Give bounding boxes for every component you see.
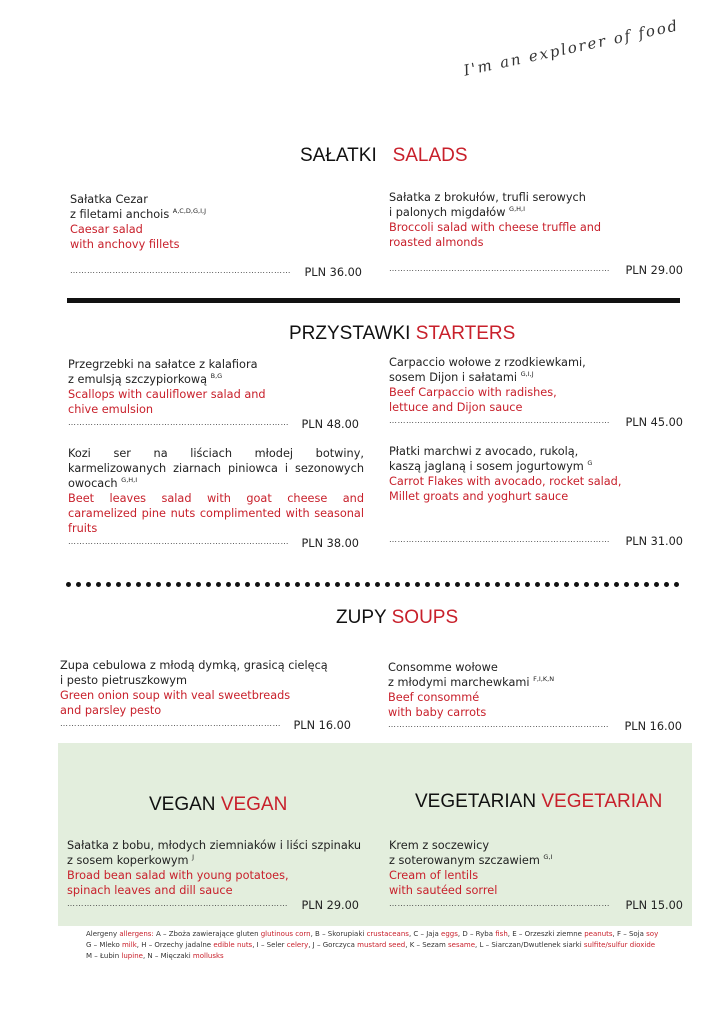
legend-text: , N – Mięczaki xyxy=(142,952,193,960)
divider-dot xyxy=(564,582,569,587)
divider-dot xyxy=(136,582,141,587)
price: PLN 36.00 xyxy=(304,266,362,279)
price: PLN 38.00 xyxy=(301,537,359,550)
item-name-en: Millet groats and yoghurt sauce xyxy=(389,490,569,503)
item-name-en: Beef Carpaccio with radishes, xyxy=(389,386,557,399)
dotted-divider xyxy=(66,578,680,590)
divider-dot xyxy=(66,582,71,587)
price: PLN 29.00 xyxy=(301,899,359,912)
item-name-pl: Płatki marchwi z avocado, rukolą, xyxy=(389,445,579,458)
divider-dot xyxy=(265,582,270,587)
heading-pl: ZUPY xyxy=(336,607,387,628)
divider-dot xyxy=(295,582,300,587)
divider-dot xyxy=(594,582,599,587)
legend-text: , E – Orzeszki ziemne xyxy=(507,930,585,938)
legend-text-en: mustard seed xyxy=(357,941,406,949)
allergen-codes: G,I xyxy=(543,853,553,862)
item-name-pl: Krem z soczewicy xyxy=(389,839,490,852)
legend-text: , K – Sezam xyxy=(405,941,448,949)
legend-text-en: milk xyxy=(121,941,137,949)
allergen-codes: G,I,J xyxy=(520,370,534,379)
legend-text: , I – Seler xyxy=(252,941,287,949)
allergen-codes: G,H,I xyxy=(121,476,138,485)
divider-dot xyxy=(186,582,191,587)
divider-dot xyxy=(495,582,500,587)
legend-text-en: celery xyxy=(286,941,309,949)
allergen-codes: G,H,I xyxy=(509,205,526,214)
divider-dot xyxy=(614,582,619,587)
dot-leader: …………………………………………………………………… xyxy=(67,899,288,908)
item-name-en: roasted almonds xyxy=(389,236,484,249)
price-row xyxy=(67,899,359,912)
divider-dot xyxy=(535,582,540,587)
heading-en: STARTERS xyxy=(415,323,516,344)
price: PLN 48.00 xyxy=(301,418,359,431)
divider-bar xyxy=(67,298,680,303)
item-name-en: chive emulsion xyxy=(68,403,154,416)
legend-text-en: lupine xyxy=(121,952,143,960)
section-heading-salads xyxy=(300,145,468,167)
price-row xyxy=(68,537,359,550)
legend-text: G – Mleko xyxy=(86,941,122,949)
divider-dot xyxy=(465,582,470,587)
menu-item-broad-bean xyxy=(67,838,367,898)
divider-dot xyxy=(335,582,340,587)
menu-item-scallops xyxy=(68,357,368,417)
menu-item-lentils xyxy=(389,838,689,898)
divider-dot xyxy=(554,582,559,587)
item-name-pl: kaszą jaglaną i sosem jogurtowym xyxy=(389,460,584,473)
item-name-en: Cream of lentils xyxy=(389,869,479,882)
item-name-en: with sautéed sorrel xyxy=(389,884,498,897)
menu-item-consomme xyxy=(388,660,688,720)
price: PLN 31.00 xyxy=(625,535,683,548)
divider-dot xyxy=(216,582,221,587)
divider-dot xyxy=(644,582,649,587)
allergen-codes: F,I,K,N xyxy=(533,675,555,684)
allergen-codes: G xyxy=(587,459,593,468)
heading-en: VEGETARIAN xyxy=(541,791,663,812)
legend-text-en: sesame xyxy=(448,941,476,949)
legend-text: , L – Siarczan/Dwutlenek siarki xyxy=(475,941,584,949)
divider-dot xyxy=(654,582,659,587)
divider-dot xyxy=(674,582,679,587)
dot-leader: …………………………………………………………………… xyxy=(389,535,610,544)
divider-dot xyxy=(664,582,669,587)
item-name-en: Scallops with cauliflower salad and xyxy=(68,388,266,401)
divider-dot xyxy=(574,582,579,587)
divider-dot xyxy=(345,582,350,587)
item-name-en: Green onion soup with veal sweetbreads xyxy=(60,689,291,702)
section-heading-vegetarian xyxy=(415,791,662,813)
legend-text-en: soy xyxy=(646,930,659,938)
price-row xyxy=(389,899,683,912)
legend-text: A – Zboża zawierające gluten xyxy=(153,930,261,938)
heading-en: SOUPS xyxy=(391,607,459,628)
price: PLN 45.00 xyxy=(625,416,683,429)
price-row xyxy=(389,416,683,429)
legend-text: , H – Orzechy jadalne xyxy=(136,941,214,949)
divider-dot xyxy=(455,582,460,587)
menu-item-caesar xyxy=(70,192,370,252)
dot-leader: …………………………………………………………………… xyxy=(68,418,289,427)
legend-text: , F – Soja xyxy=(612,930,647,938)
item-name-pl: z młodymi marchewkami xyxy=(388,676,530,689)
divider-dot xyxy=(505,582,510,587)
item-name-en: Caesar salad xyxy=(70,223,143,236)
divider-dot xyxy=(235,582,240,587)
price-row xyxy=(389,264,683,277)
dot-leader: …………………………………………………………………… xyxy=(60,719,281,728)
divider-dot xyxy=(166,582,171,587)
divider-dot xyxy=(515,582,520,587)
item-name-en: with anchovy fillets xyxy=(70,238,180,251)
legend-text-en: peanuts xyxy=(584,930,613,938)
heading-pl: VEGAN xyxy=(149,794,216,815)
legend-text-en: crustaceans xyxy=(366,930,409,938)
divider-dot xyxy=(86,582,91,587)
divider-dot xyxy=(196,582,201,587)
legend-text-en: fish xyxy=(495,930,508,938)
price-row xyxy=(68,418,359,431)
divider-dot xyxy=(76,582,81,587)
legend-text-en: sulfite/sulfur dioxide xyxy=(583,941,656,949)
allergens-legend xyxy=(86,929,686,962)
dot-leader: …………………………………………………………………… xyxy=(389,416,610,425)
section-heading-vegan xyxy=(149,794,287,816)
item-name-pl: Przegrzebki na sałatce z kalafiora xyxy=(68,358,258,371)
allergens-line xyxy=(86,940,686,951)
divider-dot xyxy=(584,582,589,587)
divider-dot xyxy=(415,582,420,587)
item-name-en: spinach leaves and dill sauce xyxy=(67,884,233,897)
item-name-pl: i pesto pietruszkowym xyxy=(60,674,187,687)
legend-text-en: mollusks xyxy=(192,952,224,960)
menu-item-carrot-flakes xyxy=(389,444,689,504)
divider-dot xyxy=(96,582,101,587)
dot-leader: …………………………………………………………………… xyxy=(70,266,291,275)
price-row xyxy=(388,720,682,733)
item-name-pl: sosem Dijon i sałatami xyxy=(389,371,518,384)
item-name-en: Broad bean salad with young potatoes, xyxy=(67,869,289,882)
divider-dot xyxy=(116,582,121,587)
legend-text-en: allergens: xyxy=(119,930,154,938)
divider-dot xyxy=(485,582,490,587)
item-name-en: Carrot Flakes with avocado, rocket salad, xyxy=(389,475,622,488)
menu-item-onion-soup xyxy=(60,658,360,718)
item-name-en: with baby carrots xyxy=(388,706,487,719)
item-name-pl: z emulsją szczypiorkową xyxy=(68,373,208,386)
allergen-codes: A,C,D,G,I,J xyxy=(172,207,206,216)
divider-dot xyxy=(176,582,181,587)
divider-dot xyxy=(245,582,250,587)
divider-dot xyxy=(634,582,639,587)
price-row xyxy=(70,266,362,279)
legend-text-en: edible nuts xyxy=(213,941,253,949)
divider-dot xyxy=(285,582,290,587)
legend-text: Alergeny xyxy=(86,930,120,938)
item-name-en: Broccoli salad with cheese truffle and xyxy=(389,221,602,234)
divider-dot xyxy=(425,582,430,587)
item-name-pl: Consomme wołowe xyxy=(388,661,498,674)
divider-dot xyxy=(146,582,151,587)
divider-dot xyxy=(375,582,380,587)
allergen-codes: J xyxy=(192,853,195,862)
price: PLN 15.00 xyxy=(625,899,683,912)
divider-dot xyxy=(355,582,360,587)
divider-dot xyxy=(545,582,550,587)
legend-text-en: eggs xyxy=(441,930,458,938)
item-name-en: Beet leaves salad with goat cheese and caramelized pine nuts complimented with seasonal fruits xyxy=(68,492,364,535)
heading-pl: SAŁATKI xyxy=(300,145,377,166)
divider-dot xyxy=(624,582,629,587)
item-name-en: and parsley pesto xyxy=(60,704,162,717)
item-name-pl: Zupa cebulowa z młodą dymką, grasicą cielęcą xyxy=(60,659,328,672)
legend-text: , J – Gorczyca xyxy=(308,941,358,949)
divider-dot xyxy=(275,582,280,587)
price-row xyxy=(389,535,683,548)
dot-leader: …………………………………………………………………… xyxy=(68,537,289,546)
dot-leader: …………………………………………………………………… xyxy=(388,720,609,729)
divider-dot xyxy=(126,582,131,587)
divider-dot xyxy=(525,582,530,587)
section-heading-soups xyxy=(336,607,458,629)
heading-en: VEGAN xyxy=(220,794,288,815)
divider-dot xyxy=(385,582,390,587)
legend-text: , D – Ryba xyxy=(457,930,496,938)
legend-text: M – Łubin xyxy=(86,952,122,960)
divider-dot xyxy=(405,582,410,587)
heading-pl: PRZYSTAWKI xyxy=(289,323,411,344)
price: PLN 29.00 xyxy=(625,264,683,277)
heading-en: SALADS xyxy=(392,145,468,166)
allergen-codes: B,G xyxy=(210,372,223,381)
legend-text: , C – Jaja xyxy=(408,930,442,938)
divider-dot xyxy=(435,582,440,587)
allergens-line xyxy=(86,929,686,940)
item-name-pl: i palonych migdałów xyxy=(389,206,506,219)
menu-item-carpaccio xyxy=(389,355,689,415)
divider-dot xyxy=(305,582,310,587)
divider-dot xyxy=(475,582,480,587)
item-name-en: Beef consommé xyxy=(388,691,480,704)
dot-leader: …………………………………………………………………… xyxy=(389,899,610,908)
price: PLN 16.00 xyxy=(293,719,351,732)
divider-dot xyxy=(395,582,400,587)
dot-leader: …………………………………………………………………… xyxy=(389,264,610,273)
divider-dot xyxy=(226,582,231,587)
divider-dot xyxy=(325,582,330,587)
legend-text-en: glutinous corn xyxy=(260,930,311,938)
item-name-pl: Sałatka Cezar xyxy=(70,193,148,206)
item-name-pl: z filetami anchois xyxy=(70,208,170,221)
divider-dot xyxy=(315,582,320,587)
price-row xyxy=(60,719,351,732)
item-name-pl: Sałatka z bobu, młodych ziemniaków i liści szpinaku xyxy=(67,839,362,852)
divider-dot xyxy=(365,582,370,587)
price: PLN 16.00 xyxy=(624,720,682,733)
allergens-line xyxy=(86,951,686,962)
divider-dot xyxy=(106,582,111,587)
divider-dot xyxy=(445,582,450,587)
item-name-pl: Kozi ser na liściach młodej botwiny, karmelizowanych ziarnach piniowca i sezonowych owocach xyxy=(68,447,364,490)
divider-dot xyxy=(206,582,211,587)
divider-dot xyxy=(156,582,161,587)
menu-item-broccoli xyxy=(389,190,689,250)
legend-text: , B – Skorupiaki xyxy=(310,930,367,938)
section-heading-starters xyxy=(289,323,515,345)
divider-dot xyxy=(255,582,260,587)
divider-dot xyxy=(604,582,609,587)
item-name-en: lettuce and Dijon sauce xyxy=(389,401,523,414)
tagline: I'm an explorer of food xyxy=(462,16,681,80)
menu-item-goat-cheese xyxy=(68,446,364,536)
heading-pl: VEGETARIAN xyxy=(415,791,537,812)
item-name-pl: z sosem koperkowym xyxy=(67,854,189,867)
item-name-pl: z soterowanym szczawiem xyxy=(389,854,540,867)
item-name-pl: Sałatka z brokułów, trufli serowych xyxy=(389,191,586,204)
item-name-pl: Carpaccio wołowe z rzodkiewkami, xyxy=(389,356,586,369)
